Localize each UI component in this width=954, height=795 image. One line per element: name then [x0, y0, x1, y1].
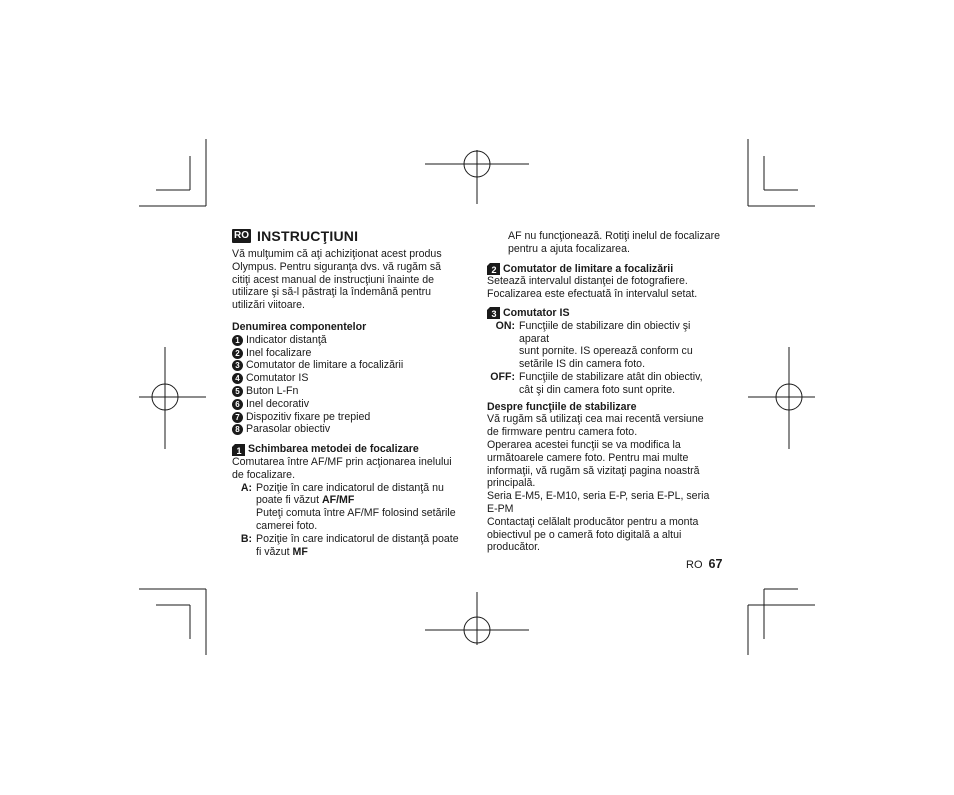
number-badge: 3: [232, 360, 243, 371]
list-item: 5 Buton L-Fn: [232, 385, 468, 398]
components-heading: Denumirea componentelor: [232, 320, 367, 333]
list-item: 3 Comutator de limitare a focalizării: [232, 359, 468, 372]
af-note: AF nu funcţionează. Rotiţi inelul de focalizare pentru a ajuta focalizarea.: [508, 230, 720, 255]
stabilization-heading: Despre funcţiile de stabilizare: [487, 400, 637, 413]
position-a: A: Poziţie în care indicatorul de distanţă nu poate fi văzut AF/MF Puteţi comuta între AF/MF folosind setările camerei foto.: [240, 481, 456, 532]
list-item: 7 Dispozitiv fixare pe trepied: [232, 411, 468, 424]
title-row: [232, 228, 468, 244]
number-badge: 4: [232, 373, 243, 384]
is-off: OFF: Funcţiile de stabilizare atât din obiectiv, cât şi din camera foto sunt oprite.: [490, 370, 703, 396]
language-badge: RO: [234, 230, 249, 241]
section-3-icon: [487, 307, 500, 319]
page-number-value: 67: [708, 557, 723, 571]
is-switch-heading: 3 Comutator IS: [487, 307, 723, 320]
number-badge: 8: [232, 424, 243, 435]
page-number: [686, 558, 722, 572]
focus-limit-heading: 2 Comutator de limitare a focalizării: [487, 263, 723, 276]
svg-text:1: 1: [236, 445, 242, 456]
number-badge: 5: [232, 386, 243, 397]
svg-text:3: 3: [491, 309, 497, 320]
list-item: 6 Inel decorativ: [232, 398, 468, 411]
page-number-lang: RO: [686, 559, 703, 571]
page-title: INSTRUCŢIUNI: [257, 228, 359, 244]
section-2-icon: [487, 263, 500, 275]
components-list: [232, 334, 468, 436]
list-item: 2 Inel focalizare: [232, 347, 468, 360]
number-badge: 6: [232, 399, 243, 410]
intro-paragraph: Vă mulţumim că aţi achiziţionat acest produs Olympus. Pentru siguranţa dvs. vă rugăm să citiţi acest manual de instrucţiuni înainte de utilizare şi să-l păstraţi la îndemână pentru utilizări viitoare.: [232, 248, 442, 312]
number-badge: 1: [232, 335, 243, 346]
list-item: 4 Comutator IS: [232, 372, 468, 385]
stabilization-body: Vă rugăm să utilizaţi cea mai recentă versiune de firmware pentru camera foto. Operarea acestei funcţii se va modifica la următoarele camere foto. Pentru mai multe informaţii, vă rugăm să vizitaţi pagina noastră principală. Seria E-M5, E-M10, seria E-P, seria E-PL, seria E-PM Contactaţi celălalt producător pentru a monta obiectivul pe o cameră foto digitală a altui producător.: [487, 413, 710, 554]
svg-text:2: 2: [491, 264, 497, 275]
position-b: B: Poziţie în care indicatorul de distanţă poate fi văzut MF: [240, 532, 459, 558]
section-1-icon: [232, 444, 245, 456]
focus-method-heading: 1 Schimbarea metodei de focalizare: [232, 443, 468, 456]
number-badge: 7: [232, 412, 243, 423]
right-column: AF nu funcţionează. Rotiţi inelul de focalizare pentru a ajuta focalizarea. 2 Comutator de limitare a focalizării Setează intervalul distanţei de fotografiere. Focalizarea este efectuată în intervalul setat. 3 Comutator IS ON: Funcţiile de stabilizare din obiectiv şi aparat sunt pornite. IS operează conform cu setările IS din camera foto. OFF: Funcţiile de stabilizare atât din obiectiv, cât şi din camera foto sunt oprite. Despre funcţiile de stabilizare Vă rugăm să utilizaţi cea mai recentă versiune de firmware pentru camera foto. Operarea acestei funcţii se va modifica la următoarele camere foto. Pentru mai multe informaţii, vă rugăm să vizitaţi pagina noastră principală. Seria E-M5, E-M10, seria E-P, seria E-PL, seria E-PM Contactaţi celălalt producător pentru a monta obiectivul pe o cameră foto digitală a altui producător.: [487, 230, 723, 554]
is-on: ON: Funcţiile de stabilizare din obiectiv şi aparat sunt pornite. IS operează conform cu setările IS din camera foto.: [495, 319, 693, 371]
list-item: 1 Indicator distanţă: [232, 334, 468, 347]
number-badge: 2: [232, 348, 243, 359]
list-item: 8 Parasolar obiectiv: [232, 423, 468, 436]
left-column: RO INSTRUCŢIUNI Vă mulţumim că aţi achiziţionat acest produs Olympus. Pentru siguranţa dvs. vă rugăm să citiţi acest manual de instrucţiuni înainte de utilizare şi să-l păstraţi la îndemână pentru utilizări viitoare. Denumirea componentelor 1 Indicator distanţă 2 Inel focalizare 3 Comutator de limitare a focalizării 4 Comutator IS 5 Buton L-Fn 6 Inel decorativ 7 Dispozitiv fixare pe trepied 8 Parasolar obiectiv 1 Schimbarea metodei de focalizare Comutarea între AF/MF prin acţionarea inelului de focalizare. A: Poziţie în care indicatorul de distanţă nu poate fi văzut AF/MF Puteţi comuta între AF/MF folosind setările camerei foto. B: Poziţie în care indicatorul de distanţă poate fi văzut MF: [232, 228, 468, 558]
